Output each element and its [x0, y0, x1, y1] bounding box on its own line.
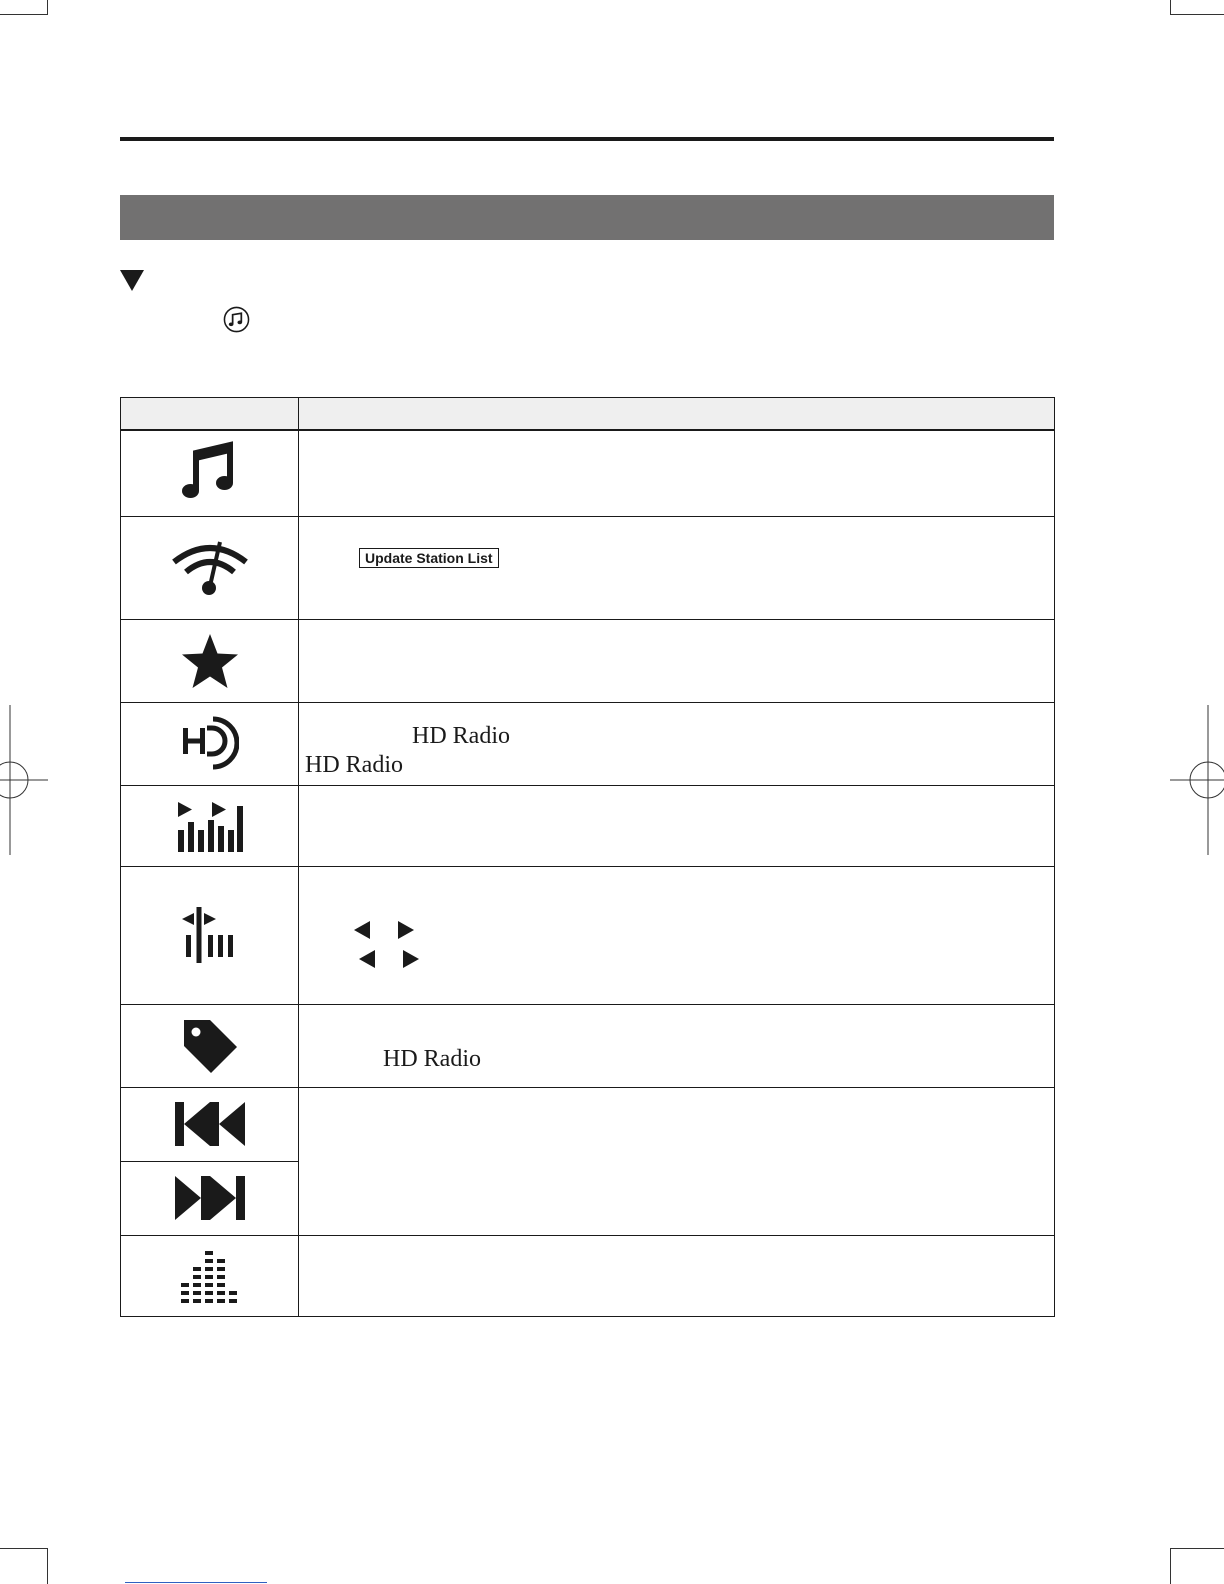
table-cell-description	[299, 866, 1055, 1004]
table-row	[121, 1087, 1055, 1161]
right-arrow-icon	[403, 950, 419, 968]
music-note-icon[interactable]	[180, 441, 240, 505]
crop-mark	[1170, 0, 1171, 15]
section-header-bar	[120, 195, 1054, 240]
table-cell-icon	[121, 619, 299, 702]
left-arrow-icon	[359, 950, 375, 968]
table-header-row	[121, 398, 1055, 431]
sound-settings-icon[interactable]	[179, 1249, 241, 1303]
table-header-icon	[121, 398, 299, 431]
star-icon[interactable]	[180, 632, 240, 690]
section-rule	[120, 137, 1054, 141]
table-cell-description	[299, 430, 1055, 516]
registration-mark-left	[0, 705, 48, 855]
table-row	[121, 702, 1055, 785]
hd-radio-text: HD Radio	[412, 722, 510, 749]
crop-mark	[47, 0, 48, 15]
table-cell-description	[299, 785, 1055, 866]
table-cell-icon	[121, 785, 299, 866]
right-arrow-icon	[398, 921, 414, 939]
table-cell-icon	[121, 1235, 299, 1316]
music-note-circle-icon	[223, 306, 250, 333]
crop-mark	[0, 14, 47, 15]
crop-mark	[1170, 1548, 1224, 1549]
crop-mark	[1170, 1548, 1171, 1584]
table-cell-icon	[121, 1161, 299, 1235]
table-row	[121, 619, 1055, 702]
table-cell-description	[299, 516, 1055, 619]
left-arrow-icon	[354, 921, 370, 939]
crop-mark	[0, 1548, 47, 1549]
tune-icon[interactable]	[182, 907, 238, 963]
table-cell-description	[299, 1087, 1055, 1235]
hd-radio-icon[interactable]	[181, 716, 239, 772]
table-row	[121, 1235, 1055, 1316]
update-station-list-key: Update Station List	[359, 548, 499, 568]
table-row	[121, 430, 1055, 516]
table-header-function	[299, 398, 1055, 431]
hd-radio-text: HD Radio	[383, 1045, 481, 1072]
table-cell-description	[299, 702, 1055, 785]
table-cell-description	[299, 1235, 1055, 1316]
table-cell-icon	[121, 1004, 299, 1087]
table-cell-description	[299, 619, 1055, 702]
crop-mark	[47, 1548, 48, 1584]
triangle-down-icon	[120, 270, 144, 291]
hd-radio-text: HD Radio	[305, 751, 403, 778]
table-row	[121, 516, 1055, 619]
station-list-icon[interactable]	[168, 538, 252, 598]
table-cell-icon	[121, 516, 299, 619]
table-cell-icon	[121, 702, 299, 785]
table-cell-icon	[121, 1087, 299, 1161]
icon-table	[120, 397, 1055, 1317]
table-cell-icon	[121, 430, 299, 516]
seek-back-icon[interactable]	[174, 1101, 246, 1147]
scan-icon[interactable]	[176, 800, 244, 852]
crop-mark	[1170, 14, 1224, 15]
registration-mark-right	[1170, 705, 1224, 855]
table-row	[121, 785, 1055, 866]
table-cell-icon	[121, 866, 299, 1004]
table-cell-description	[299, 1004, 1055, 1087]
footer-link-underline[interactable]	[125, 1582, 267, 1583]
table-row	[121, 1004, 1055, 1087]
seek-forward-icon[interactable]	[174, 1175, 246, 1221]
tag-icon[interactable]	[182, 1018, 238, 1074]
table-row	[121, 866, 1055, 1004]
